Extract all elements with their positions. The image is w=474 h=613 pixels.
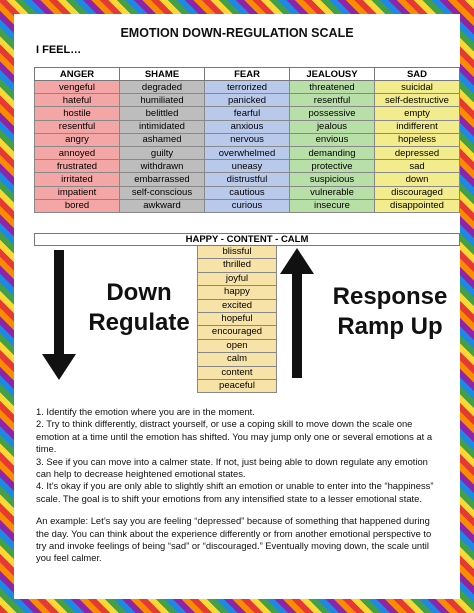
emotion-cell: angry: [35, 133, 120, 146]
emotion-cell: hateful: [35, 94, 120, 107]
emotion-cell: fearful: [205, 107, 290, 120]
emotion-cell: distrustful: [205, 173, 290, 186]
instruction-1: 1. Identify the emotion where you are in the moment.: [36, 406, 255, 417]
emotion-cell: down: [375, 173, 460, 186]
example-paragraph: An example: Let’s say you are feeling “depressed” because of something that happened during the day. You can think about the experience differently or from another emotional perspective to try and invoke feelings of being “sad” or “discouraged.” Eventually moving down, the scale until you feel calmer.: [36, 515, 432, 564]
emotion-cell: bored: [35, 199, 120, 212]
emotion-cell: protective: [290, 160, 375, 173]
emotion-cell: degraded: [120, 81, 205, 94]
emotion-cell: cautious: [205, 186, 290, 199]
emotion-cell: self-destructive: [375, 94, 460, 107]
happy-item: thrilled: [197, 259, 277, 272]
emotion-cell: panicked: [205, 94, 290, 107]
emotion-cell: intimidated: [120, 120, 205, 133]
happy-item: encouraged: [197, 326, 277, 339]
emotion-cell: embarrassed: [120, 173, 205, 186]
happy-item: calm: [197, 353, 277, 366]
emotion-cell: resentful: [290, 94, 375, 107]
happy-item: excited: [197, 300, 277, 313]
emotion-cell: withdrawn: [120, 160, 205, 173]
emotion-cell: hostile: [35, 107, 120, 120]
happy-item: content: [197, 367, 277, 380]
emotion-cell: frustrated: [35, 160, 120, 173]
table-row: [35, 133, 460, 146]
happy-item: hopeful: [197, 313, 277, 326]
down-label-line2: Regulate: [88, 309, 190, 336]
table-row: [35, 173, 460, 186]
emotion-cell: depressed: [375, 146, 460, 159]
emotion-cell: self-conscious: [120, 186, 205, 199]
happy-column: [197, 246, 277, 393]
table-row: [35, 94, 460, 107]
emotion-cell: anxious: [205, 120, 290, 133]
emotion-cell: belittled: [120, 107, 205, 120]
emotion-cell: humiliated: [120, 94, 205, 107]
happy-item: happy: [197, 286, 277, 299]
emotion-cell: guilty: [120, 146, 205, 159]
emotion-cell: discouraged: [375, 186, 460, 199]
table-row: [35, 186, 460, 199]
emotion-cell: demanding: [290, 146, 375, 159]
emotion-cell: hopeless: [375, 133, 460, 146]
emotion-cell: sad: [375, 160, 460, 173]
table-row: [35, 146, 460, 159]
emotion-cell: irritated: [35, 173, 120, 186]
emotion-cell: envious: [290, 133, 375, 146]
table-row: [35, 107, 460, 120]
emotion-cell: disappointed: [375, 199, 460, 212]
emotion-table: [34, 67, 460, 213]
emotion-cell: uneasy: [205, 160, 290, 173]
emotion-cell: nervous: [205, 133, 290, 146]
emotion-cell: jealous: [290, 120, 375, 133]
page-title: EMOTION DOWN-REGULATION SCALE: [120, 26, 354, 40]
emotion-cell: awkward: [120, 199, 205, 212]
table-row: [35, 81, 460, 94]
happy-item: joyful: [197, 273, 277, 286]
emotion-cell: impatient: [35, 186, 120, 199]
up-label-line1: Response: [332, 283, 448, 310]
emotion-cell: annoyed: [35, 146, 120, 159]
response-ramp-up-label: [320, 282, 460, 342]
worksheet: [14, 14, 460, 599]
emotion-cell: indifferent: [375, 120, 460, 133]
emotion-cell: insecure: [290, 199, 375, 212]
emotion-cell: overwhelmed: [205, 146, 290, 159]
down-regulate-label: [78, 278, 200, 338]
emotion-cell: curious: [205, 199, 290, 212]
column-header-fear: FEAR: [205, 68, 290, 81]
emotion-cell: terrorized: [205, 81, 290, 94]
column-header-shame: SHAME: [120, 68, 205, 81]
emotion-cell: possessive: [290, 107, 375, 120]
table-row: [35, 120, 460, 133]
instruction-2: 2. Try to think differently, distract yourself, or use a coping skill to move down the scale one emotion at a time until the emotion has shifted. You may jump only one or several emotions at a time.: [36, 418, 433, 455]
happy-item: open: [197, 340, 277, 353]
up-label-line2: Ramp Up: [337, 313, 443, 340]
happy-item: blissful: [197, 246, 277, 259]
instruction-3: 3. See if you can move into a calmer state. If not, just being able to down regulate any emotion can help to decrease heightened emotional states.: [36, 455, 428, 480]
emotion-cell: ashamed: [120, 133, 205, 146]
up-arrow-icon: [280, 248, 314, 378]
happy-item: peaceful: [197, 380, 277, 393]
down-arrow-icon: [42, 250, 76, 380]
table-row: [35, 199, 460, 212]
down-label-line1: Down: [106, 279, 172, 306]
column-header-anger: ANGER: [35, 68, 120, 81]
emotion-cell: resentful: [35, 120, 120, 133]
happy-header: HAPPY - CONTENT - CALM: [34, 233, 460, 246]
emotion-cell: threatened: [290, 81, 375, 94]
emotion-cell: suspicious: [290, 173, 375, 186]
i-feel-label: I FEEL…: [36, 44, 82, 56]
column-header-sad: SAD: [375, 68, 460, 81]
instruction-4: 4. It’s okay if you are only able to slightly shift an emotion or unable to enter into the “happiness” scale. The goal is to shift your emotions from any intensified state to a lesser emotional state.: [36, 480, 434, 504]
table-header-row: [35, 68, 460, 81]
table-row: [35, 160, 460, 173]
emotion-cell: suicidal: [375, 81, 460, 94]
emotion-cell: empty: [375, 107, 460, 120]
emotion-cell: vulnerable: [290, 186, 375, 199]
instructions: [36, 406, 438, 565]
column-header-jealousy: JEALOUSY: [290, 68, 375, 81]
emotion-cell: vengeful: [35, 81, 120, 94]
